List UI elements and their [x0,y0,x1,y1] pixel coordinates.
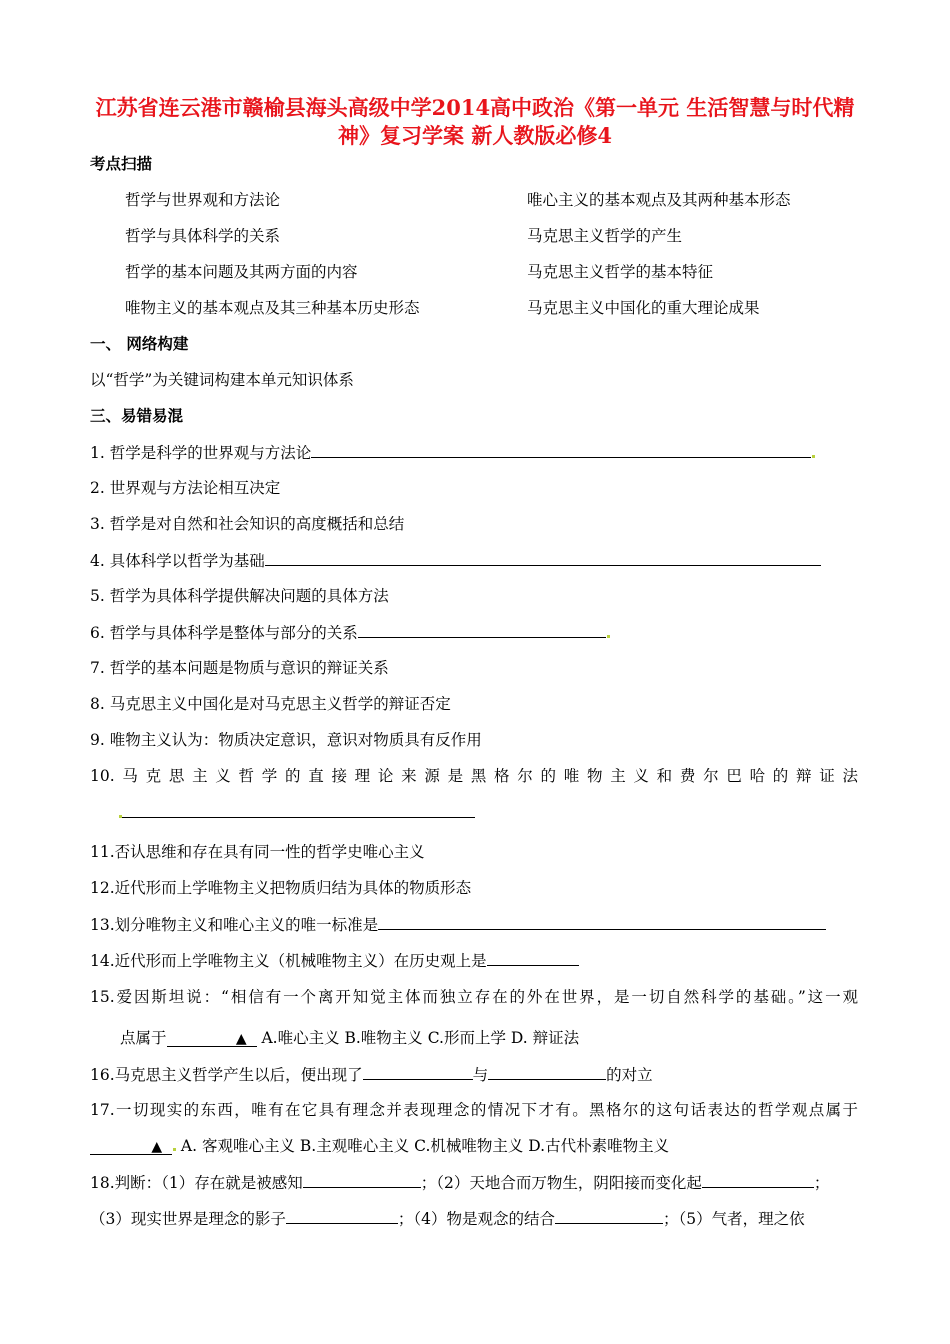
question-item: 9. 唯物主义认为：物质决定意识，意识对物质具有反作用 [90,731,482,749]
question-item: 8. 马克思主义中国化是对马克思主义哲学的辩证否定 [90,695,451,713]
question-item: 10.马克思主义哲学的直接理论来源是黑格尔的唯物主义和费尔巴哈的辩证法 [90,767,858,785]
question-item: 4. 具体科学以哲学为基础 [90,548,821,571]
answer-blank[interactable] [488,1062,606,1080]
question-item: 11.否认思维和存在具有同一性的哲学史唯心主义 [90,843,425,861]
section-heading-network: 一、 网络构建 [90,334,189,353]
question-item: 12.近代形而上学唯物主义把物质归结为具体的物质形态 [90,879,472,897]
answer-blank[interactable] [303,1170,421,1188]
question-item: 1. 哲学是科学的世界观与方法论 [90,440,815,463]
marker-dot [607,635,610,638]
network-instruction: 以“哲学”为关键词构建本单元知识体系 [90,371,354,389]
answer-blank[interactable] [555,1206,663,1224]
answer-blank[interactable] [265,548,821,566]
scan-item: 哲学与具体科学的关系 [125,227,281,245]
question-item: 15.爱因斯坦说：“相信有一个离开知觉主体而独立存在的外在世界，是一切自然科学的基础。”这一观 [90,988,858,1006]
answer-blank[interactable] [378,912,826,930]
answer-blank[interactable] [363,1062,473,1080]
question-item: 6. 哲学与具体科学是整体与部分的关系 [90,620,610,643]
question-item: 18.判断：（1）存在就是被感知 ；（2）天地合而万物生，阴阳接而变化起 ； [90,1170,829,1193]
question-item: 13.划分唯物主义和唯心主义的唯一标准是 [90,912,826,935]
scan-item: 哲学的基本问题及其两方面的内容 [125,263,358,281]
answer-line [118,800,475,822]
question-options: ▲ A. 客观唯心主义 B.主观唯心主义 C.机械唯物主义 D.古代朴素唯物主义 [90,1134,669,1156]
section-heading-errors: 三、易错易混 [90,406,184,425]
question-options: 点属于 ▲ A.唯心主义 B.唯物主义 C.形而上学 D. 辩证法 [120,1029,580,1047]
triangle-marker: ▲ [235,1031,247,1047]
section-heading-scan: 考点扫描 [90,154,153,173]
question-item: 3. 哲学是对自然和社会知识的高度概括和总结 [90,515,405,533]
question-item: 7. 哲学的基本问题是物质与意识的辩证关系 [90,659,389,677]
scan-item: 哲学与世界观和方法论 [125,191,281,209]
answer-blank[interactable] [487,948,579,966]
question-item: （3）现实世界是理念的影子 ；（4）物是观念的结合 ；（5）气者，理之依 [90,1206,805,1229]
question-item: 5. 哲学为具体科学提供解决问题的具体方法 [90,587,389,605]
answer-blank[interactable] [122,800,475,818]
marker-dot [812,455,815,458]
question-item: 14.近代形而上学唯物主义（机械唯物主义）在历史观上是 [90,948,579,971]
answer-blank[interactable] [90,1137,172,1155]
triangle-marker: ▲ [151,1139,163,1155]
scan-item: 马克思主义中国化的重大理论成果 [527,299,760,317]
answer-blank[interactable] [167,1029,257,1047]
scan-item: 唯心主义的基本观点及其两种基本形态 [527,191,791,209]
question-item: 17.一切现实的东西，唯有在它具有理念并表现理念的情况下才有。黑格尔的这句话表达的哲学观点属于 [90,1101,858,1119]
answer-blank[interactable] [702,1170,814,1188]
answer-blank[interactable] [358,620,606,638]
answer-blank[interactable] [286,1206,398,1224]
scan-item: 马克思主义哲学的基本特征 [527,263,714,281]
answer-blank[interactable] [311,440,811,458]
scan-item: 马克思主义哲学的产生 [527,227,683,245]
question-item: 2. 世界观与方法论相互决定 [90,479,281,497]
question-item: 16.马克思主义哲学产生以后，便出现了 与 的对立 [90,1062,653,1085]
document-title: 江苏省连云港市赣榆县海头高级中学2014高中政治《第一单元 生活智慧与时代精神》复习学案 新人教版必修4 [95,95,855,148]
scan-item: 唯物主义的基本观点及其三种基本历史形态 [125,299,420,317]
